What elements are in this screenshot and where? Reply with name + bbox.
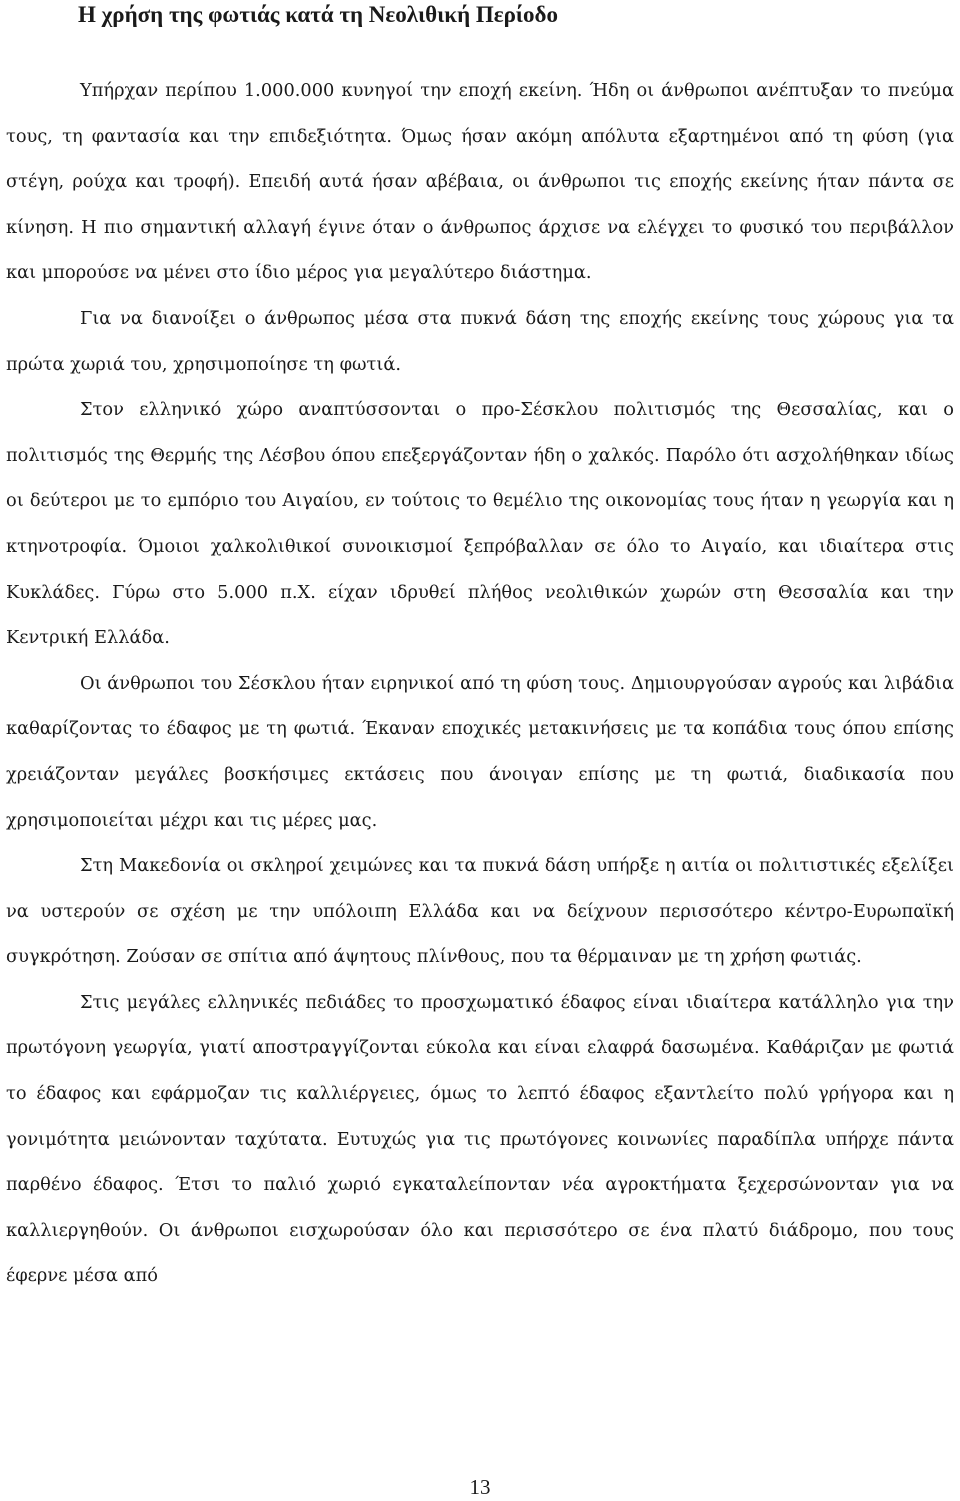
paragraph: Στις μεγάλες ελληνικές πεδιάδες το προσχωματικό έδαφος είναι ιδιαίτερα κατάλληλο για την πρωτόγονη γεωργία, γιατί αποστραγγίζονται εύκολα και είναι ελαφρά δασωμένα. Καθάριζαν με φωτιά το έδαφος και εφάρμοζαν τις καλλιέργειες, όμως το λεπτό έδαφος εξαντλείτο πολύ γρήγορα και η γονιμότητα μειώνονταν ταχύτατα. Ευτυχώς για τις πρωτόγονες κοινωνίες παραδίπλα υπήρχε πάντα παρθένο έδαφος. Έτσι το παλιό χωριό εγκαταλείπονταν νέα αγροκτήματα ξεχερσώνονταν για να καλλιεργηθούν. Οι άνθρωποι εισχωρούσαν όλο και περισσότερο σε ένα πλατύ διάδρομο, που τους έφερνε μέσα από <box>6 991 954 1287</box>
document-body <box>6 68 954 1299</box>
paragraph: Υπήρχαν περίπου 1.000.000 κυνηγοί την εποχή εκείνη. Ήδη οι άνθρωποι ανέπτυξαν το πνεύμα τους, τη φαντασία και την επιδεξιότητα. Όμως ήσαν ακόμη απόλυτα εξαρτημένοι από τη φύση (για στέγη, ρούχα και τροφή). Επειδή αυτά ήσαν αβέβαια, οι άνθρωποι τις εποχής εκείνης ήταν πάντα σε κίνηση. Η πιο σημαντική αλλαγή έγινε όταν ο άνθρωπος άρχισε να ελέγχει το φυσικό του περιβάλλον και μπορούσε να μένει στο ίδιο μέρος για μεγαλύτερο διάστημα. <box>6 80 954 284</box>
paragraph: Στον ελληνικό χώρο αναπτύσσονται ο προ-Σέσκλου πολιτισμός της Θεσσαλίας, και ο πολιτισμός της Θερμής της Λέσβου όπου επεξεργάζονταν ήδη ο χαλκός. Παρόλο ότι ασχολήθηκαν ιδίως οι δεύτεροι με το εμπόριο του Αιγαίου, εν τούτοις το θεμέλιο της οικονομίας τους ήταν η γεωργία και η κτηνοτροφία. Όμοιοι χαλκολιθικοί συνοικισμοί ξεπρόβαλλαν σε όλο το Αιγαίο, και ιδιαίτερα στις Κυκλάδες. Γύρω στο 5.000 π.Χ. είχαν ιδρυθεί πλήθος νεολιθικών χωρών στη Θεσσαλία και την Κεντρική Ελλάδα. <box>6 399 954 649</box>
paragraph: Για να διανοίξει ο άνθρωπος μέσα στα πυκνά δάση της εποχής εκείνης τους χώρους για τα πρώτα χωριά του, χρησιμοποίησε τη φωτιά. <box>6 307 954 375</box>
paragraph: Στη Μακεδονία οι σκληροί χειμώνες και τα πυκνά δάση υπήρξε η αιτία οι πολιτιστικές εξελίξει να υστερούν σε σχέση με την υπόλοιπη Ελλάδα και να δείχνουν περισσότερο κέντρο-Ευρωπαϊκή συγκρότηση. Ζούσαν σε σπίτια από άψητους πλίνθους, που τα θέρμαιναν με τη χρήση φωτιάς. <box>6 855 954 968</box>
page-title: Η χρήση της φωτιάς κατά τη Νεολιθική Περίοδο <box>78 2 558 27</box>
document-page <box>6 0 954 1501</box>
paragraph: Οι άνθρωποι του Σέσκλου ήταν ειρηνικοί από τη φύση τους. Δημιουργούσαν αγρούς και λιβάδια καθαρίζοντας το έδαφος με τη φωτιά. Έκαναν εποχικές μετακινήσεις με τα κοπάδια τους όπου επίσης χρειάζονταν μεγάλες βοσκήσιμες εκτάσεις που άνοιγαν επίσης με τη φωτιά, διαδικασία που χρησιμοποιείται μέχρι και τις μέρες μας. <box>6 672 954 831</box>
page-number: 13 <box>469 1475 491 1499</box>
